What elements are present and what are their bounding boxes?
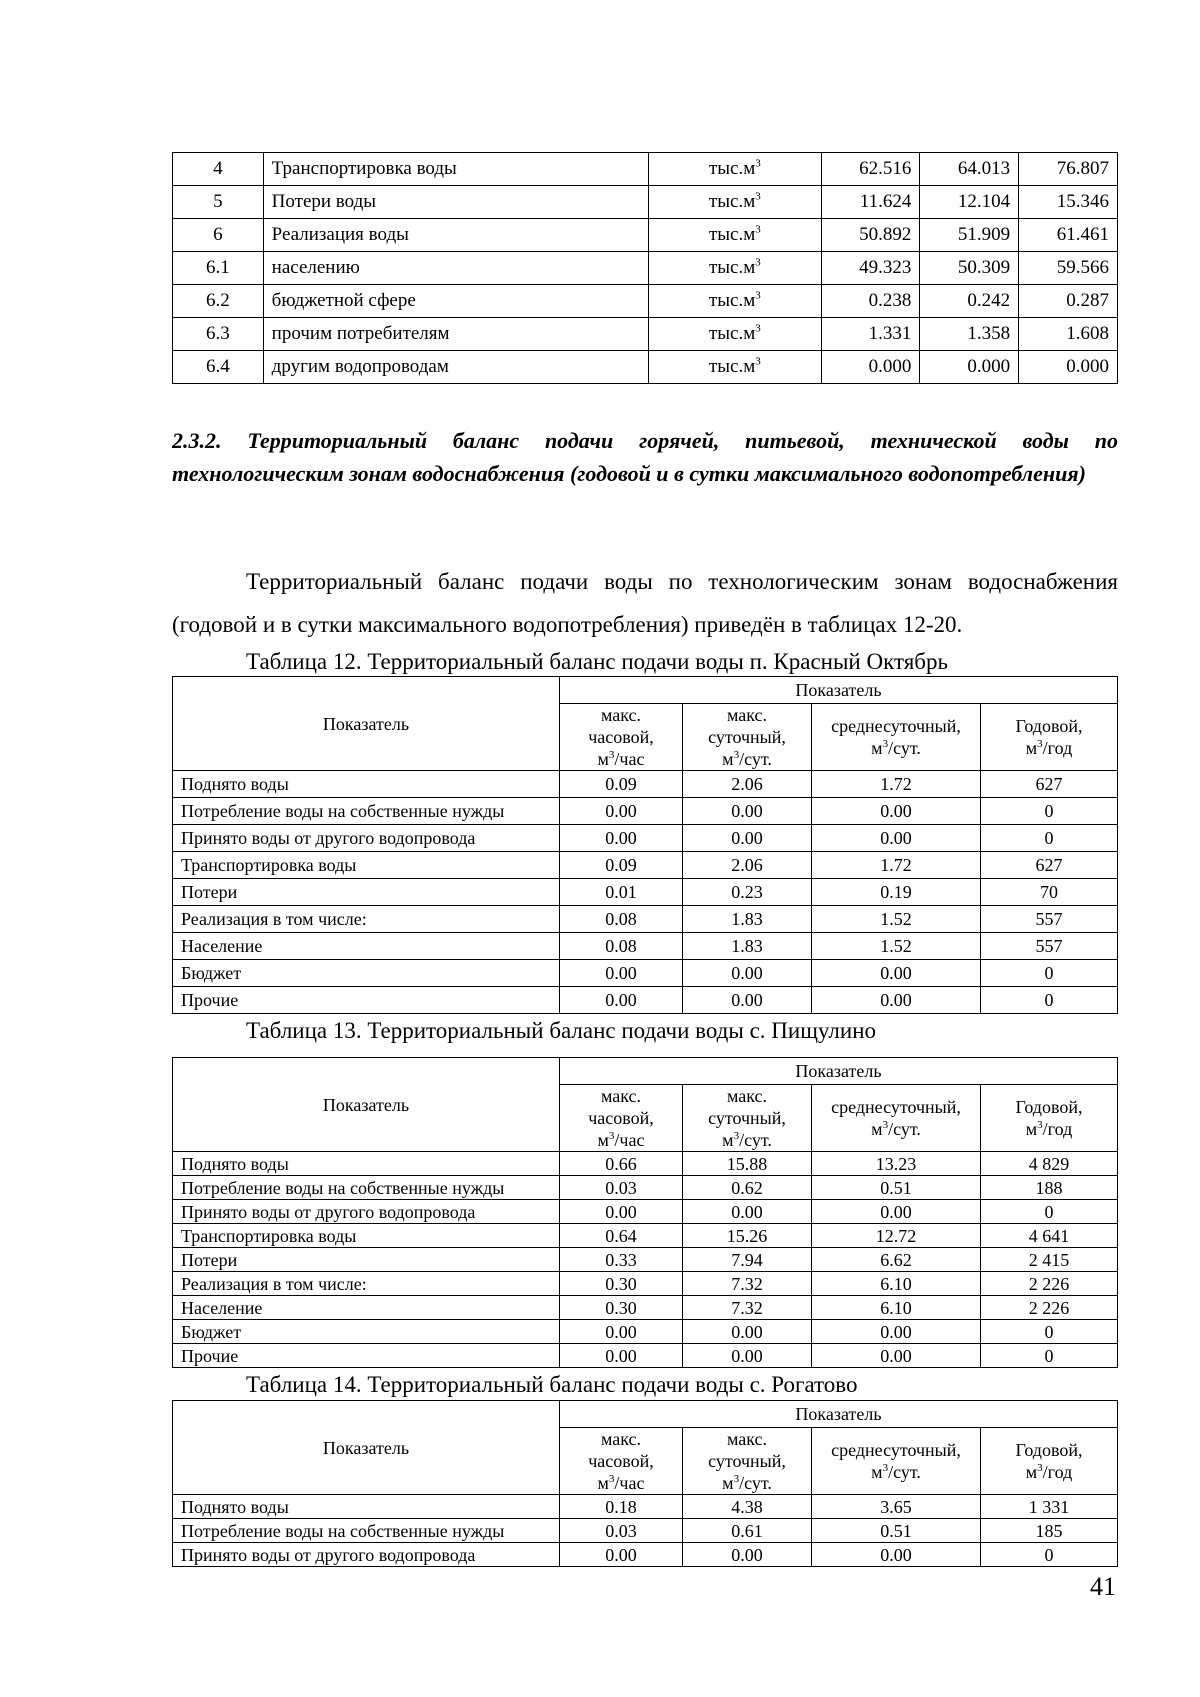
value-year-1: 0.238 xyxy=(821,285,920,318)
table-row xyxy=(173,285,1118,318)
value-max-daily: 7.32 xyxy=(683,1296,812,1320)
value-year-1: 11.624 xyxy=(821,186,920,219)
value-max-daily: 0.62 xyxy=(683,1176,812,1200)
value-year-2: 51.909 xyxy=(920,219,1019,252)
table-row xyxy=(173,1296,1118,1320)
table-14-rogatovo xyxy=(172,1400,1118,1567)
row-unit xyxy=(649,153,821,186)
value-max-daily: 2.06 xyxy=(683,771,812,798)
value-max-daily: 15.26 xyxy=(683,1224,812,1248)
row-label: Прочие xyxy=(173,987,560,1014)
value-annual: 2 226 xyxy=(981,1296,1118,1320)
header-row xyxy=(173,1058,1118,1085)
row-name: Потери воды xyxy=(263,186,649,219)
value-max-hourly: 0.08 xyxy=(560,933,683,960)
row-label: Бюджет xyxy=(173,960,560,987)
value-avg-daily: 0.19 xyxy=(812,879,981,906)
value-avg-daily: 0.00 xyxy=(812,825,981,852)
value-max-hourly: 0.00 xyxy=(560,825,683,852)
value-max-hourly: 0.18 xyxy=(560,1495,683,1519)
value-year-3: 15.346 xyxy=(1019,186,1118,219)
value-avg-daily: 1.72 xyxy=(812,771,981,798)
value-avg-daily: 0.00 xyxy=(812,1344,981,1368)
value-avg-daily: 0.00 xyxy=(812,987,981,1014)
value-avg-daily: 0.51 xyxy=(812,1519,981,1543)
table-row xyxy=(173,960,1118,987)
row-number: 6.3 xyxy=(173,318,264,351)
value-avg-daily: 6.62 xyxy=(812,1248,981,1272)
row-label: Поднято воды xyxy=(173,771,560,798)
row-unit xyxy=(649,252,821,285)
table-row xyxy=(173,219,1118,252)
header-max-hourly xyxy=(560,1428,683,1495)
value-max-hourly: 0.00 xyxy=(560,798,683,825)
table-row xyxy=(173,1272,1118,1296)
header-annual xyxy=(981,1085,1118,1152)
table-row xyxy=(173,252,1118,285)
header-avg-daily xyxy=(812,1085,981,1152)
value-max-hourly: 0.30 xyxy=(560,1296,683,1320)
row-unit xyxy=(649,318,821,351)
table-row xyxy=(173,1224,1118,1248)
table-row xyxy=(173,186,1118,219)
header-line: м xyxy=(597,749,609,769)
table-row xyxy=(173,1543,1118,1567)
superscript-3: 3 xyxy=(733,1473,740,1485)
header-line: м xyxy=(597,1130,609,1150)
value-max-hourly: 0.00 xyxy=(560,1320,683,1344)
value-max-hourly: 0.00 xyxy=(560,960,683,987)
superscript-3: 3 xyxy=(755,322,761,335)
header-avg-daily xyxy=(812,704,981,771)
header-line: Годовой, xyxy=(1015,1440,1083,1460)
header-line: часовой, xyxy=(588,1108,654,1128)
value-max-hourly: 0.03 xyxy=(560,1519,683,1543)
row-label: Поднято воды xyxy=(173,1495,560,1519)
unit-text: тыс.м xyxy=(708,158,756,179)
value-max-daily: 1.83 xyxy=(683,906,812,933)
row-name: бюджетной сфере xyxy=(263,285,649,318)
row-name: Реализация воды xyxy=(263,219,649,252)
header-max-daily xyxy=(683,704,812,771)
value-annual: 4 641 xyxy=(981,1224,1118,1248)
value-year-2: 0.242 xyxy=(920,285,1019,318)
table-row xyxy=(173,1248,1118,1272)
header-line: м xyxy=(871,1119,883,1139)
value-annual: 627 xyxy=(981,771,1118,798)
superscript-3: 3 xyxy=(733,1130,740,1142)
header-line: суточный, xyxy=(708,727,786,747)
value-max-daily: 7.32 xyxy=(683,1272,812,1296)
header-row xyxy=(173,677,1118,704)
row-label: Транспортировка воды xyxy=(173,852,560,879)
header-line: /сут. xyxy=(888,738,921,758)
value-max-hourly: 0.00 xyxy=(560,1543,683,1567)
table-row xyxy=(173,1176,1118,1200)
value-annual: 188 xyxy=(981,1176,1118,1200)
value-year-1: 50.892 xyxy=(821,219,920,252)
value-max-hourly: 0.03 xyxy=(560,1176,683,1200)
header-line: м xyxy=(871,738,883,758)
header-line: м xyxy=(1025,1462,1038,1482)
value-max-daily: 0.61 xyxy=(683,1519,812,1543)
table-row xyxy=(173,1344,1118,1368)
row-number: 6.1 xyxy=(173,252,264,285)
row-number: 6.4 xyxy=(173,351,264,384)
superscript-3: 3 xyxy=(755,355,761,368)
value-max-hourly: 0.00 xyxy=(560,1200,683,1224)
table-row xyxy=(173,351,1118,384)
value-max-hourly: 0.01 xyxy=(560,879,683,906)
value-avg-daily: 0.00 xyxy=(812,1200,981,1224)
table-row xyxy=(173,879,1118,906)
value-avg-daily: 13.23 xyxy=(812,1152,981,1176)
header-line: /час xyxy=(614,1473,645,1493)
value-max-hourly: 0.00 xyxy=(560,987,683,1014)
continued-balance-table xyxy=(172,152,1118,384)
header-indicator: Показатель xyxy=(173,1058,560,1152)
value-max-hourly: 0.09 xyxy=(560,852,683,879)
row-unit xyxy=(649,186,821,219)
header-max-hourly xyxy=(560,1085,683,1152)
table-14-caption: Таблица 14. Территориальный баланс подачи воды с. Рогатово xyxy=(246,1372,858,1397)
header-line: /год xyxy=(1042,738,1073,758)
value-annual: 2 226 xyxy=(981,1272,1118,1296)
value-year-2: 0.000 xyxy=(920,351,1019,384)
value-avg-daily: 0.00 xyxy=(812,798,981,825)
row-label: Принято воды от другого водопровода xyxy=(173,1543,560,1567)
header-line: м xyxy=(1025,1119,1038,1139)
header-line: макс. xyxy=(726,1086,768,1106)
value-max-daily: 0.00 xyxy=(683,1344,812,1368)
value-year-1: 1.331 xyxy=(821,318,920,351)
unit-text: тыс.м xyxy=(708,323,756,344)
superscript-3: 3 xyxy=(608,1473,615,1485)
table-row xyxy=(173,1320,1118,1344)
value-annual: 627 xyxy=(981,852,1118,879)
value-annual: 0 xyxy=(981,1200,1118,1224)
value-max-hourly: 0.30 xyxy=(560,1272,683,1296)
value-max-daily: 4.38 xyxy=(683,1495,812,1519)
row-label: Население xyxy=(173,933,560,960)
header-line: м xyxy=(722,1130,734,1150)
header-group: Показатель xyxy=(560,1058,1118,1085)
row-unit xyxy=(649,219,821,252)
row-label: Поднято воды xyxy=(173,1152,560,1176)
value-max-daily: 0.00 xyxy=(683,1543,812,1567)
value-max-daily: 0.00 xyxy=(683,960,812,987)
row-label: Потребление воды на собственные нужды xyxy=(173,1176,560,1200)
row-number: 5 xyxy=(173,186,264,219)
value-annual: 0 xyxy=(981,987,1118,1014)
row-label: Реализация в том числе: xyxy=(173,1272,560,1296)
superscript-3: 3 xyxy=(1037,1119,1043,1131)
value-year-3: 1.608 xyxy=(1019,318,1118,351)
row-number: 6.2 xyxy=(173,285,264,318)
row-name: населению xyxy=(263,252,649,285)
value-annual: 2 415 xyxy=(981,1248,1118,1272)
header-line: среднесуточный, xyxy=(831,716,961,736)
value-avg-daily: 12.72 xyxy=(812,1224,981,1248)
table-row xyxy=(173,798,1118,825)
table-13-caption: Таблица 13. Территориальный баланс подачи воды с. Пищулино xyxy=(246,1018,877,1043)
header-indicator: Показатель xyxy=(173,1401,560,1495)
header-line: часовой, xyxy=(588,1451,654,1471)
value-year-1: 49.323 xyxy=(821,252,920,285)
table-row xyxy=(173,1495,1118,1519)
header-line: среднесуточный, xyxy=(831,1440,961,1460)
header-line: Годовой, xyxy=(1015,716,1083,736)
value-avg-daily: 0.00 xyxy=(812,1320,981,1344)
header-line: /сут. xyxy=(739,749,772,769)
value-year-3: 59.566 xyxy=(1019,252,1118,285)
superscript-3: 3 xyxy=(608,1130,615,1142)
header-max-daily xyxy=(683,1085,812,1152)
value-max-daily: 2.06 xyxy=(683,852,812,879)
row-name: Транспортировка воды xyxy=(263,153,649,186)
table-row xyxy=(173,933,1118,960)
row-number: 4 xyxy=(173,153,264,186)
value-max-daily: 1.83 xyxy=(683,933,812,960)
header-line: /час xyxy=(614,1130,645,1150)
value-annual: 185 xyxy=(981,1519,1118,1543)
header-annual xyxy=(981,704,1118,771)
value-avg-daily: 6.10 xyxy=(812,1272,981,1296)
header-line: Годовой, xyxy=(1015,1097,1083,1117)
value-annual: 0 xyxy=(981,798,1118,825)
table-row xyxy=(173,825,1118,852)
value-avg-daily: 1.52 xyxy=(812,906,981,933)
table-13-pishchulino xyxy=(172,1057,1118,1368)
table-row xyxy=(173,906,1118,933)
header-line: /сут. xyxy=(888,1462,921,1482)
value-max-daily: 15.88 xyxy=(683,1152,812,1176)
value-avg-daily: 6.10 xyxy=(812,1296,981,1320)
value-avg-daily: 0.00 xyxy=(812,960,981,987)
value-annual: 0 xyxy=(981,825,1118,852)
value-max-daily: 0.00 xyxy=(683,798,812,825)
header-line: /сут. xyxy=(739,1130,772,1150)
header-line: макс. xyxy=(726,705,768,725)
value-year-2: 12.104 xyxy=(920,186,1019,219)
header-line: макс. xyxy=(600,1429,642,1449)
row-label: Принято воды от другого водопровода xyxy=(173,825,560,852)
superscript-3: 3 xyxy=(733,749,740,761)
value-max-daily: 0.00 xyxy=(683,825,812,852)
value-max-hourly: 0.64 xyxy=(560,1224,683,1248)
table-row xyxy=(173,987,1118,1014)
value-annual: 1 331 xyxy=(981,1495,1118,1519)
value-year-3: 76.807 xyxy=(1019,153,1118,186)
value-year-3: 0.000 xyxy=(1019,351,1118,384)
value-annual: 0 xyxy=(981,960,1118,987)
header-max-daily xyxy=(683,1428,812,1495)
header-indicator: Показатель xyxy=(173,677,560,771)
table-12-caption: Таблица 12. Территориальный баланс подачи воды п. Красный Октябрь xyxy=(246,649,948,674)
header-line: /час xyxy=(614,749,645,769)
value-annual: 70 xyxy=(981,879,1118,906)
superscript-3: 3 xyxy=(882,1462,889,1474)
header-line: суточный, xyxy=(708,1451,786,1471)
value-avg-daily: 0.51 xyxy=(812,1176,981,1200)
page-number: 41 xyxy=(1090,1572,1116,1601)
value-year-2: 50.309 xyxy=(920,252,1019,285)
value-max-daily: 0.00 xyxy=(683,1320,812,1344)
unit-text: тыс.м xyxy=(708,191,756,212)
header-line: суточный, xyxy=(708,1108,786,1128)
value-avg-daily: 0.00 xyxy=(812,1543,981,1567)
row-label: Население xyxy=(173,1296,560,1320)
header-line: макс. xyxy=(726,1429,768,1449)
value-max-hourly: 0.09 xyxy=(560,771,683,798)
superscript-3: 3 xyxy=(882,1119,889,1131)
value-avg-daily: 1.72 xyxy=(812,852,981,879)
value-max-daily: 0.00 xyxy=(683,987,812,1014)
header-line: м xyxy=(722,1473,734,1493)
header-line: м xyxy=(597,1473,609,1493)
header-avg-daily xyxy=(812,1428,981,1495)
row-label: Реализация в том числе: xyxy=(173,906,560,933)
unit-text: тыс.м xyxy=(708,224,756,245)
superscript-3: 3 xyxy=(1037,738,1043,750)
intro-paragraph: Территориальный баланс подачи воды по технологическим зонам водоснабжения (годовой и в сутки максимального водопотребления) приведён в таблицах 12-20. xyxy=(172,569,1118,637)
header-line: м xyxy=(722,749,734,769)
value-avg-daily: 3.65 xyxy=(812,1495,981,1519)
table-row xyxy=(173,153,1118,186)
table-row xyxy=(173,1200,1118,1224)
row-name: другим водопроводам xyxy=(263,351,649,384)
header-annual xyxy=(981,1428,1118,1495)
section-heading: 2.3.2. Территориальный баланс подачи горячей, питьевой, технической воды по технологическим зонам водоснабжения (годовой и в сутки максимального водопотребления) xyxy=(172,428,1118,486)
value-annual: 557 xyxy=(981,933,1118,960)
value-year-3: 61.461 xyxy=(1019,219,1118,252)
header-line: /сут. xyxy=(888,1119,921,1139)
row-label: Потребление воды на собственные нужды xyxy=(173,798,560,825)
value-year-1: 0.000 xyxy=(821,351,920,384)
value-year-2: 1.358 xyxy=(920,318,1019,351)
header-line: макс. xyxy=(600,1086,642,1106)
header-line: м xyxy=(1025,738,1038,758)
value-max-hourly: 0.08 xyxy=(560,906,683,933)
superscript-3: 3 xyxy=(755,157,761,170)
table-row xyxy=(173,318,1118,351)
superscript-3: 3 xyxy=(755,223,761,236)
row-name: прочим потребителям xyxy=(263,318,649,351)
header-line: м xyxy=(871,1462,883,1482)
value-max-hourly: 0.66 xyxy=(560,1152,683,1176)
row-label: Транспортировка воды xyxy=(173,1224,560,1248)
row-label: Потребление воды на собственные нужды xyxy=(173,1519,560,1543)
superscript-3: 3 xyxy=(755,289,761,302)
table-row xyxy=(173,852,1118,879)
superscript-3: 3 xyxy=(608,749,615,761)
row-unit xyxy=(649,351,821,384)
row-label: Бюджет xyxy=(173,1320,560,1344)
unit-text: тыс.м xyxy=(708,257,756,278)
value-annual: 0 xyxy=(981,1320,1118,1344)
row-unit xyxy=(649,285,821,318)
value-annual: 4 829 xyxy=(981,1152,1118,1176)
value-max-daily: 0.23 xyxy=(683,879,812,906)
table-12-krasny-oktyabr xyxy=(172,676,1118,1014)
superscript-3: 3 xyxy=(1037,1462,1043,1474)
row-label: Потери xyxy=(173,1248,560,1272)
value-year-1: 62.516 xyxy=(821,153,920,186)
header-group: Показатель xyxy=(560,677,1118,704)
row-label: Потери xyxy=(173,879,560,906)
value-max-daily: 7.94 xyxy=(683,1248,812,1272)
table-row xyxy=(173,1152,1118,1176)
header-line: /сут. xyxy=(739,1473,772,1493)
table-row xyxy=(173,771,1118,798)
unit-text: тыс.м xyxy=(708,290,756,311)
value-avg-daily: 1.52 xyxy=(812,933,981,960)
value-year-2: 64.013 xyxy=(920,153,1019,186)
value-max-hourly: 0.33 xyxy=(560,1248,683,1272)
value-year-3: 0.287 xyxy=(1019,285,1118,318)
header-max-hourly xyxy=(560,704,683,771)
header-line: часовой, xyxy=(588,727,654,747)
header-line: /год xyxy=(1042,1462,1073,1482)
superscript-3: 3 xyxy=(882,738,889,750)
table-row xyxy=(173,1519,1118,1543)
header-row xyxy=(173,1401,1118,1428)
value-annual: 0 xyxy=(981,1543,1118,1567)
header-line: среднесуточный, xyxy=(831,1097,961,1117)
unit-text: тыс.м xyxy=(708,356,756,377)
row-label: Принято воды от другого водопровода xyxy=(173,1200,560,1224)
row-number: 6 xyxy=(173,219,264,252)
value-annual: 0 xyxy=(981,1344,1118,1368)
value-max-daily: 0.00 xyxy=(683,1200,812,1224)
header-group: Показатель xyxy=(560,1401,1118,1428)
value-annual: 557 xyxy=(981,906,1118,933)
superscript-3: 3 xyxy=(755,256,761,269)
superscript-3: 3 xyxy=(755,190,761,203)
value-max-hourly: 0.00 xyxy=(560,1344,683,1368)
header-line: /год xyxy=(1042,1119,1073,1139)
header-line: макс. xyxy=(600,705,642,725)
row-label: Прочие xyxy=(173,1344,560,1368)
